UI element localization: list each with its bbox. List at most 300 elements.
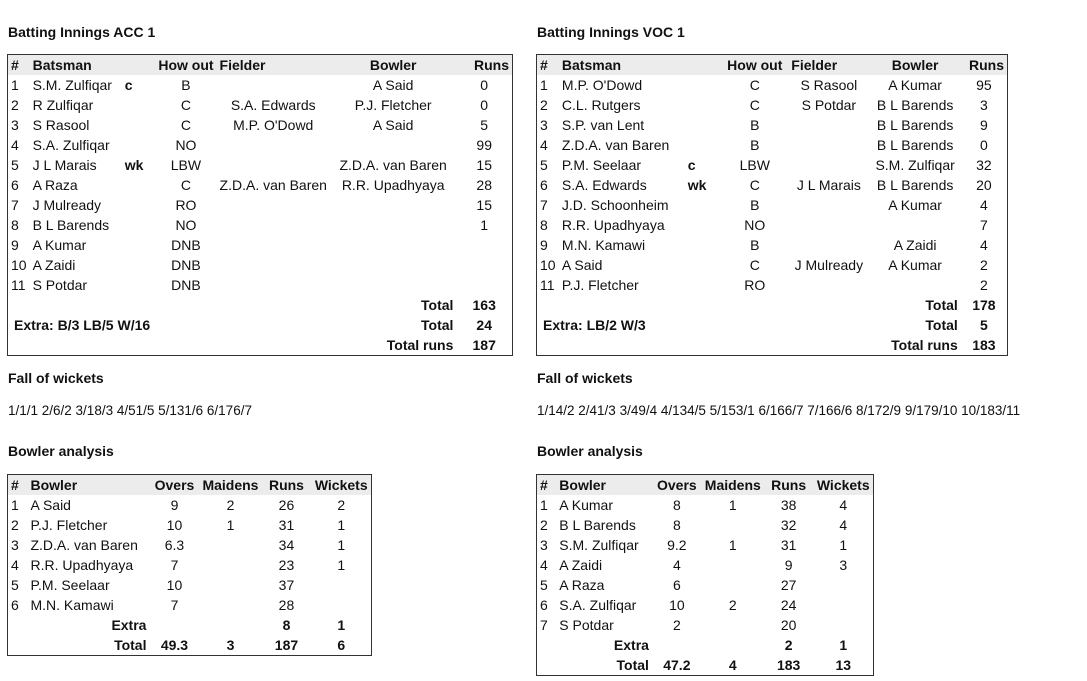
batting-num: 4 xyxy=(540,137,548,153)
col-bowler: Bowler xyxy=(30,477,78,493)
bowler-runs: 24 xyxy=(780,597,797,613)
acc-bowler-table xyxy=(7,474,372,656)
bowler-num: 4 xyxy=(11,557,19,573)
fielder-name xyxy=(217,135,330,155)
bowler-overs: 6.3 xyxy=(164,537,185,553)
bowler-num: 3 xyxy=(11,537,19,553)
acc-bowler-header-row xyxy=(8,475,372,496)
bowler-row xyxy=(537,495,874,515)
bowler-name: S Potdar xyxy=(559,617,614,633)
how-out: C xyxy=(749,97,760,113)
fielder-name: M.P. O'Dowd xyxy=(233,117,314,133)
batsman-name: S Rasool xyxy=(32,117,90,133)
bowl-total-runs: 187 xyxy=(274,637,299,653)
bowler-runs: 37 xyxy=(278,577,295,593)
fielder-name: J Mulready xyxy=(794,257,864,273)
batsman-runs: 9 xyxy=(979,117,988,133)
bowler-row xyxy=(537,615,874,635)
batsman-name: J Mulready xyxy=(32,197,102,213)
batsman-tag xyxy=(122,235,156,255)
how-out: RO xyxy=(175,197,197,213)
total-runs-label: Total runs xyxy=(891,337,958,353)
how-out: LBW xyxy=(739,157,770,173)
batting-row xyxy=(8,235,513,255)
voc-batting-rows xyxy=(537,75,1008,295)
bowler-wickets xyxy=(813,575,873,595)
bowl-extra-wickets: 1 xyxy=(337,617,346,633)
batsman-name: A Said xyxy=(561,257,603,273)
bowl-total-label: Total xyxy=(616,657,649,673)
bowler-name: A Said xyxy=(372,77,414,93)
fielder-name xyxy=(217,75,330,95)
acc-bowler-rows xyxy=(8,495,372,615)
bowler-wickets xyxy=(813,595,873,615)
bowler-name xyxy=(869,275,960,295)
bowler-runs: 34 xyxy=(278,537,295,553)
batting-row xyxy=(8,255,513,275)
batsman-name: R Zulfiqar xyxy=(32,97,94,113)
col-overs: Overs xyxy=(657,477,697,493)
fielder-name xyxy=(788,275,869,295)
total-value: 163 xyxy=(472,297,496,313)
bowl-total-wickets: 6 xyxy=(337,637,346,653)
batting-row xyxy=(8,155,513,175)
batsman-runs xyxy=(456,255,512,275)
how-out: DNB xyxy=(171,277,201,293)
batting-num: 9 xyxy=(540,237,548,253)
acc-batting-header-row xyxy=(8,55,513,76)
bowler-row xyxy=(8,595,372,615)
batting-num: 4 xyxy=(11,137,19,153)
batsman-name: M.N. Kamawi xyxy=(561,237,646,253)
how-out: C xyxy=(180,177,191,193)
bowler-name: A Kumar xyxy=(888,197,942,213)
batting-row xyxy=(8,135,513,155)
bowler-name: A Kumar xyxy=(888,77,942,93)
bowler-name xyxy=(330,275,456,295)
batting-row xyxy=(537,255,1008,275)
batting-num: 2 xyxy=(540,97,548,113)
batting-row xyxy=(8,95,513,115)
total-label: Total xyxy=(925,297,958,313)
batsman-name: C.L. Rutgers xyxy=(561,97,641,113)
batting-row xyxy=(8,195,513,215)
batting-row xyxy=(8,275,513,295)
batting-row xyxy=(537,175,1008,195)
how-out: RO xyxy=(744,277,766,293)
batting-num: 5 xyxy=(11,157,19,173)
fielder-name xyxy=(217,275,330,295)
batsman-runs xyxy=(456,235,512,255)
bowler-name: S.A. Zulfiqar xyxy=(559,597,637,613)
acc-bowler-total-row xyxy=(8,635,372,656)
how-out: DNB xyxy=(171,237,201,253)
col-batsman: Batsman xyxy=(32,57,92,73)
voc-extra-row xyxy=(537,315,1008,335)
batting-num: 8 xyxy=(11,217,19,233)
batsman-tag xyxy=(122,175,156,195)
fielder-name xyxy=(788,155,869,175)
batting-row xyxy=(8,115,513,135)
batsman-runs: 4 xyxy=(979,197,988,213)
batsman-runs: 0 xyxy=(979,137,988,153)
batting-num: 8 xyxy=(540,217,548,233)
how-out: C xyxy=(180,97,191,113)
batting-num: 7 xyxy=(11,197,19,213)
col-runs: Runs xyxy=(969,57,1004,73)
bowler-name: B L Barends xyxy=(876,177,954,193)
bowler-runs: 26 xyxy=(278,497,295,513)
bowler-name: A Said xyxy=(30,497,71,513)
bowler-num: 6 xyxy=(540,597,548,613)
total-label: Total xyxy=(421,297,454,313)
batting-row xyxy=(537,195,1008,215)
acc-batting-table xyxy=(7,54,513,356)
voc-bowler-table xyxy=(536,474,874,676)
batsman-tag xyxy=(685,75,722,95)
bowler-num: 4 xyxy=(540,557,548,573)
bowler-overs: 4 xyxy=(672,557,681,573)
bowler-overs: 6 xyxy=(672,577,681,593)
fielder-name xyxy=(217,215,330,235)
extra-total-value: 5 xyxy=(979,317,988,333)
col-runs: Runs xyxy=(771,477,807,493)
voc-total-runs-row xyxy=(537,335,1008,356)
bowl-extra-runs: 2 xyxy=(784,637,793,653)
bowler-wickets: 1 xyxy=(337,517,346,533)
batting-num: 7 xyxy=(540,197,548,213)
col-num: # xyxy=(540,477,548,493)
col-wickets: Wickets xyxy=(816,477,870,493)
how-out: DNB xyxy=(171,257,201,273)
bowler-wickets xyxy=(311,595,371,615)
col-howout: How out xyxy=(727,57,783,73)
how-out: C xyxy=(749,177,760,193)
total-runs-label: Total runs xyxy=(386,337,454,353)
col-batsman: Batsman xyxy=(561,57,622,73)
fielder-name xyxy=(217,255,330,275)
bowler-runs: 31 xyxy=(278,517,295,533)
fielder-name xyxy=(788,235,869,255)
bowler-wickets: 2 xyxy=(337,497,346,513)
col-runs: Runs xyxy=(268,477,304,493)
bowler-maidens: 1 xyxy=(728,497,737,513)
how-out: C xyxy=(180,117,191,133)
batting-row xyxy=(537,75,1008,95)
fielder-name: J L Marais xyxy=(796,177,861,193)
batsman-name: R.R. Upadhyaya xyxy=(561,217,665,233)
col-maidens: Maidens xyxy=(704,477,761,493)
voc-bowler-rows xyxy=(537,495,874,635)
batsman-tag xyxy=(122,255,156,275)
voc-bowler-header-row xyxy=(537,475,874,496)
bowler-name: B L Barends xyxy=(876,97,954,113)
batting-row xyxy=(537,235,1008,255)
voc-bowler-title: Bowler analysis xyxy=(537,443,643,459)
batsman-runs: 95 xyxy=(976,77,992,93)
bowler-runs: 28 xyxy=(278,597,295,613)
bowler-runs: 20 xyxy=(780,617,797,633)
bowler-overs: 8 xyxy=(672,497,681,513)
bowler-maidens: 1 xyxy=(226,517,235,533)
bowl-total-maidens: 3 xyxy=(226,637,235,653)
bowler-row xyxy=(537,555,874,575)
bowler-wickets: 4 xyxy=(839,497,848,513)
how-out: NO xyxy=(175,217,197,233)
bowler-runs: 9 xyxy=(784,557,793,573)
col-maidens: Maidens xyxy=(202,477,259,493)
how-out: B xyxy=(181,77,191,93)
acc-extra-row xyxy=(8,315,513,335)
how-out: B xyxy=(750,197,760,213)
bowler-overs: 10 xyxy=(166,577,183,593)
batsman-name: S Potdar xyxy=(32,277,88,293)
bowler-maidens xyxy=(702,515,764,535)
batting-num: 2 xyxy=(11,97,19,113)
batsman-name: S.M. Zulfiqar xyxy=(32,77,112,93)
batsman-runs: 2 xyxy=(979,257,988,273)
col-overs: Overs xyxy=(154,477,195,493)
how-out: LBW xyxy=(170,157,202,173)
batsman-tag xyxy=(685,95,722,115)
total-runs-value: 183 xyxy=(972,337,996,353)
acc-total-row xyxy=(8,295,513,315)
col-fielder: Fielder xyxy=(219,57,266,73)
bowler-num: 5 xyxy=(11,577,19,593)
batsman-tag xyxy=(122,135,156,155)
voc-fow-text: 1/14/2 2/41/3 3/49/4 4/134/5 5/153/1 6/166/7 7/166/6 8/172/9 9/179/10 10/183/11 xyxy=(537,403,1021,418)
batting-row xyxy=(537,95,1008,115)
col-runs: Runs xyxy=(474,57,509,73)
bowler-name: Z.D.A. van Baren xyxy=(339,157,447,173)
batsman-runs: 32 xyxy=(976,157,992,173)
bowler-name: S.M. Zulfiqar xyxy=(559,537,639,553)
col-tag xyxy=(685,55,722,76)
acc-fow-text: 1/1/1 2/6/2 3/18/3 4/51/5 5/131/6 6/176/7 xyxy=(8,403,252,418)
batsman-tag xyxy=(685,195,722,215)
col-num: # xyxy=(11,57,19,73)
batting-row xyxy=(537,275,1008,295)
batsman-name: M.P. O'Dowd xyxy=(561,77,643,93)
batting-row xyxy=(537,135,1008,155)
batting-num: 1 xyxy=(11,77,19,93)
col-num: # xyxy=(540,57,548,73)
batsman-tag xyxy=(685,215,722,235)
bowler-wickets: 3 xyxy=(839,557,848,573)
bowler-maidens xyxy=(199,535,261,555)
fielder-name: S Rasool xyxy=(800,77,858,93)
how-out: NO xyxy=(744,217,766,233)
acc-total-runs-row xyxy=(8,335,513,356)
col-fielder: Fielder xyxy=(791,57,838,73)
bowler-runs: 23 xyxy=(278,557,295,573)
bowler-name: R.R. Upadhyaya xyxy=(30,557,134,573)
extra-text: Extra: B/3 LB/5 W/16 xyxy=(14,317,151,333)
bowler-name xyxy=(330,135,456,155)
bowler-num: 1 xyxy=(11,497,19,513)
batsman-runs: 15 xyxy=(476,157,492,173)
bowl-total-label: Total xyxy=(114,637,147,653)
bowler-name: Z.D.A. van Baren xyxy=(30,537,138,553)
bowl-total-overs: 49.3 xyxy=(160,637,189,653)
bowler-overs: 9.2 xyxy=(667,537,687,553)
bowl-total-runs: 183 xyxy=(776,657,801,673)
fielder-name xyxy=(788,215,869,235)
bowler-row xyxy=(8,495,372,515)
bowler-num: 2 xyxy=(11,517,19,533)
bowler-wickets: 4 xyxy=(839,517,848,533)
extra-total-value: 24 xyxy=(476,317,492,333)
batsman-name: J.D. Schoonheim xyxy=(561,197,669,213)
batsman-runs: 3 xyxy=(979,97,988,113)
bowler-name xyxy=(869,215,960,235)
bowler-wickets: 1 xyxy=(839,537,848,553)
bowler-maidens xyxy=(702,615,764,635)
bowler-overs: 7 xyxy=(170,557,179,573)
bowl-extra-runs: 8 xyxy=(282,617,291,633)
bowler-name: B L Barends xyxy=(876,137,954,153)
bowler-name: A Raza xyxy=(559,577,605,593)
bowler-maidens: 2 xyxy=(226,497,235,513)
bowler-name: P.J. Fletcher xyxy=(30,517,108,533)
batting-num: 11 xyxy=(11,277,26,293)
voc-fow-title: Fall of wickets xyxy=(537,370,633,386)
bowler-name: P.J. Fletcher xyxy=(354,97,432,113)
fielder-name xyxy=(217,195,330,215)
batsman-tag xyxy=(685,275,722,295)
bowler-wickets xyxy=(311,575,371,595)
bowler-runs: 38 xyxy=(780,497,797,513)
bowler-overs: 10 xyxy=(669,597,685,613)
batsman-tag xyxy=(122,275,156,295)
bowler-name xyxy=(330,235,456,255)
bowler-overs: 10 xyxy=(166,517,183,533)
voc-bowler-total-row xyxy=(537,655,874,676)
how-out: C xyxy=(749,77,760,93)
how-out: B xyxy=(750,137,760,153)
bowler-name xyxy=(330,215,456,235)
batsman-runs xyxy=(456,275,512,295)
bowler-name: A Kumar xyxy=(888,257,942,273)
batsman-tag: wk xyxy=(124,157,144,173)
voc-batting-header-row xyxy=(537,55,1008,76)
fielder-name xyxy=(217,235,330,255)
batting-row xyxy=(537,155,1008,175)
batsman-name: J L Marais xyxy=(32,157,97,173)
batsman-name: A Raza xyxy=(32,177,78,193)
batsman-tag xyxy=(122,195,156,215)
fielder-name: S.A. Edwards xyxy=(230,97,316,113)
bowl-total-overs: 47.2 xyxy=(663,657,691,673)
batsman-runs: 4 xyxy=(979,237,988,253)
bowler-num: 5 xyxy=(540,577,548,593)
acc-batting-rows xyxy=(8,75,513,295)
fielder-name: S Potdar xyxy=(801,97,857,113)
bowl-extra-label: Extra xyxy=(111,617,147,633)
bowler-row xyxy=(537,595,874,615)
batsman-name: S.P. van Lent xyxy=(561,117,645,133)
bowler-num: 1 xyxy=(540,497,548,513)
batting-num: 6 xyxy=(540,177,548,193)
bowler-maidens xyxy=(702,575,764,595)
bowler-row xyxy=(8,535,372,555)
batting-row xyxy=(8,175,513,195)
batsman-name: B L Barends xyxy=(32,217,110,233)
total-runs-value: 187 xyxy=(472,337,496,353)
batsman-tag xyxy=(685,115,722,135)
col-bowler: Bowler xyxy=(891,57,939,73)
batsman-runs: 28 xyxy=(476,177,492,193)
bowler-overs: 7 xyxy=(170,597,179,613)
bowler-maidens xyxy=(702,555,764,575)
bowler-maidens xyxy=(199,555,261,575)
bowl-total-wickets: 13 xyxy=(835,657,852,673)
batting-num: 3 xyxy=(11,117,19,133)
col-num: # xyxy=(11,477,19,493)
batsman-name: S.A. Zulfiqar xyxy=(32,137,110,153)
how-out: C xyxy=(749,257,760,273)
bowl-total-maidens: 4 xyxy=(728,657,737,673)
bowler-name: M.N. Kamawi xyxy=(30,597,114,613)
bowler-maidens: 1 xyxy=(728,537,737,553)
batsman-runs: 5 xyxy=(480,117,489,133)
extra-text: Extra: LB/2 W/3 xyxy=(543,317,646,333)
bowler-name: S.M. Zulfiqar xyxy=(875,157,955,173)
bowler-maidens xyxy=(199,595,261,615)
batsman-tag xyxy=(122,115,156,135)
batsman-runs: 15 xyxy=(476,197,492,213)
bowler-overs: 9 xyxy=(170,497,179,513)
extra-total-label: Total xyxy=(925,317,958,333)
batsman-runs: 0 xyxy=(480,77,489,93)
batting-num: 3 xyxy=(540,117,548,133)
batting-row xyxy=(8,215,513,235)
bowler-row xyxy=(537,575,874,595)
batsman-runs: 0 xyxy=(480,97,489,113)
batting-num: 5 xyxy=(540,157,548,173)
bowler-name: A Said xyxy=(372,117,414,133)
batsman-tag xyxy=(685,135,722,155)
batsman-name: P.M. Seelaar xyxy=(561,157,642,173)
voc-bowler-extra-row xyxy=(537,635,874,655)
bowler-name: A Zaidi xyxy=(559,557,603,573)
bowler-runs: 31 xyxy=(780,537,797,553)
batsman-tag xyxy=(685,255,722,275)
bowler-name: B L Barends xyxy=(876,117,954,133)
voc-batting-title: Batting Innings VOC 1 xyxy=(537,24,685,40)
bowler-num: 3 xyxy=(540,537,548,553)
bowl-extra-wickets: 1 xyxy=(839,637,848,653)
fielder-name xyxy=(788,195,869,215)
batsman-name: S.A. Edwards xyxy=(561,177,647,193)
batting-num: 10 xyxy=(540,257,556,273)
batsman-tag: wk xyxy=(687,177,707,193)
voc-batting-table xyxy=(536,54,1008,356)
bowler-wickets: 1 xyxy=(337,557,346,573)
col-wickets: Wickets xyxy=(314,477,368,493)
how-out: NO xyxy=(175,137,197,153)
acc-batting-title: Batting Innings ACC 1 xyxy=(8,24,156,40)
bowler-overs: 8 xyxy=(672,517,681,533)
fielder-name xyxy=(788,135,869,155)
bowler-wickets xyxy=(813,615,873,635)
batting-num: 10 xyxy=(11,257,27,273)
batting-row xyxy=(537,115,1008,135)
batsman-tag xyxy=(685,235,722,255)
batsman-runs: 2 xyxy=(979,277,988,293)
bowler-runs: 27 xyxy=(780,577,797,593)
extra-total-label: Total xyxy=(421,317,454,333)
